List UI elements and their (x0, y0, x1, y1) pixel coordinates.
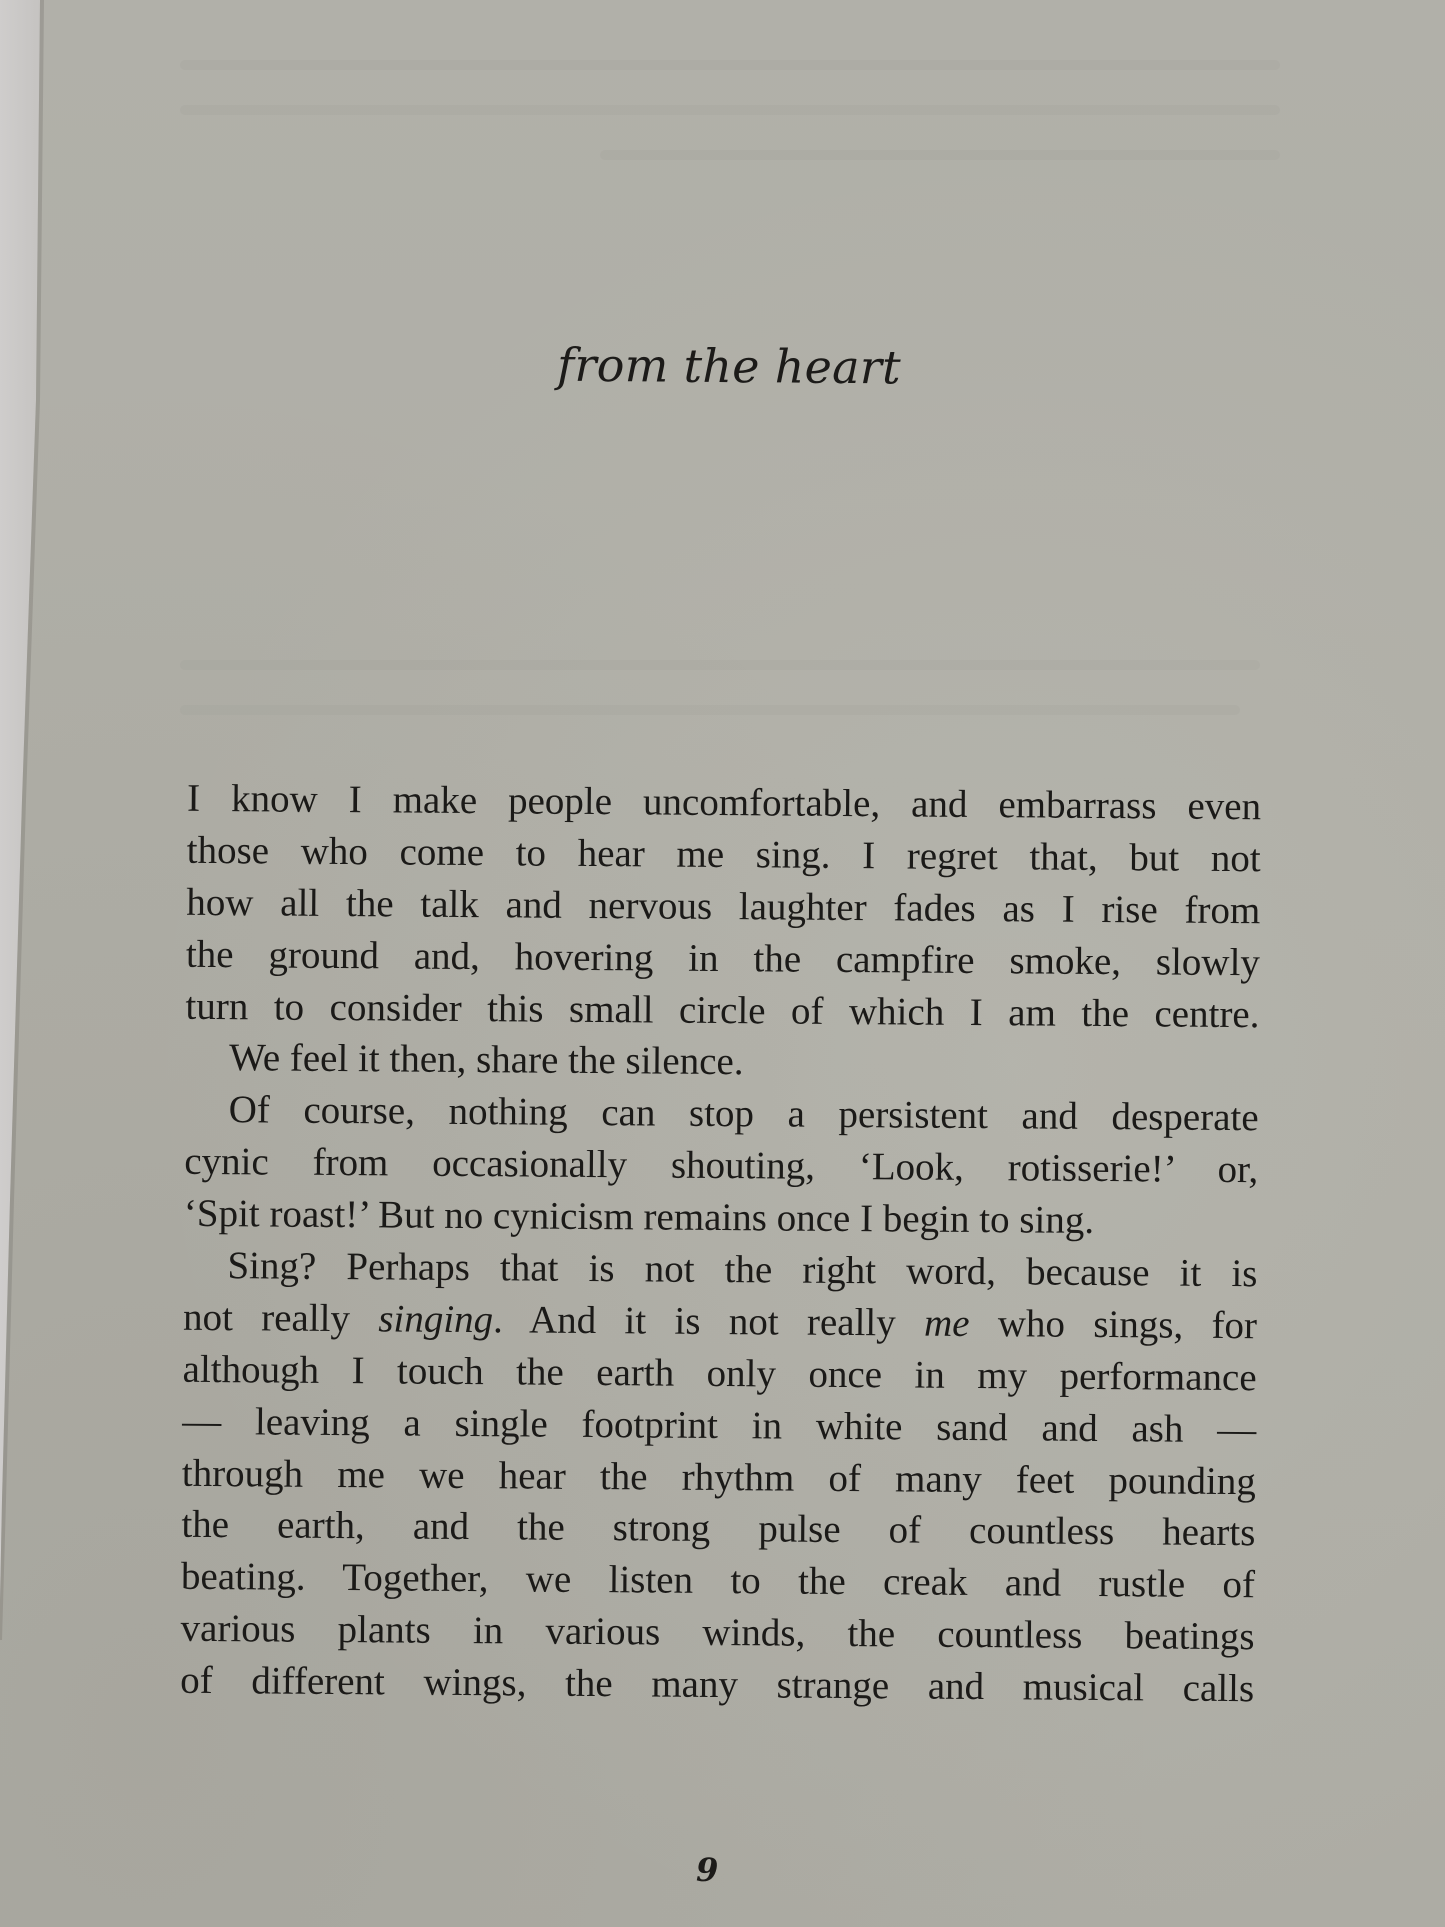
text-line: the ground and, hovering in the campfire smoke, slowly (185, 932, 1261, 984)
text-line: the earth, and the strong pulse of countless hearts (181, 1503, 1256, 1555)
text-line: although I touch the earth only once in my performance (182, 1347, 1257, 1400)
chapter-title (6, 332, 1445, 399)
text-line: ‘Spit roast!’ But no cynicism remains once I begin to sing. (183, 1191, 1095, 1243)
text-line: We feel it then, share the silence. (228, 1036, 744, 1084)
text-line: I know I make people uncomfortable, and embarrass even (186, 776, 1262, 829)
text-segment: not really (182, 1295, 379, 1341)
page-number (0, 1844, 1440, 1895)
text-line: how all the talk and nervous laughter fades as I rise from (186, 880, 1261, 933)
text-line: turn to consider this small circle of which I am the centre. (185, 984, 1260, 1036)
text-line: cynic from occasionally shouting, ‘Look, rotisserie!’ or, (184, 1140, 1259, 1192)
paragraph (185, 1032, 1259, 1092)
text-line-with-emphasis (183, 1292, 1257, 1352)
body-text (180, 773, 1261, 1715)
text-line: — leaving a single footprint in white sand and ash — (182, 1399, 1257, 1451)
paragraph (185, 773, 1261, 1041)
page-number-text: 9 (695, 1850, 719, 1890)
chapter-title-text: from the heart (556, 337, 902, 395)
text-line: through me we hear the rhythm of many feet pounding (181, 1451, 1256, 1503)
text-line: Sing? Perhaps that is not the right word, because it is (227, 1244, 1258, 1296)
text-line: of different wings, the many strange and musical calls (180, 1658, 1255, 1711)
text-line: those who come to hear me sing. I regret that, but not (186, 828, 1261, 881)
text-line: beating. Together, we listen to the creak and rustle of (180, 1555, 1256, 1607)
text-segment: who sings, for (969, 1301, 1258, 1348)
text-line: Of course, nothing can stop a persistent and desperate (228, 1088, 1259, 1140)
text-line: various plants in various winds, the countless beatings (180, 1607, 1255, 1659)
emphasis-singing: singing (378, 1297, 494, 1342)
paragraph (180, 1240, 1258, 1715)
paragraph (184, 1084, 1259, 1248)
emphasis-me: me (923, 1301, 970, 1345)
text-segment: . And it is not really (492, 1298, 925, 1345)
